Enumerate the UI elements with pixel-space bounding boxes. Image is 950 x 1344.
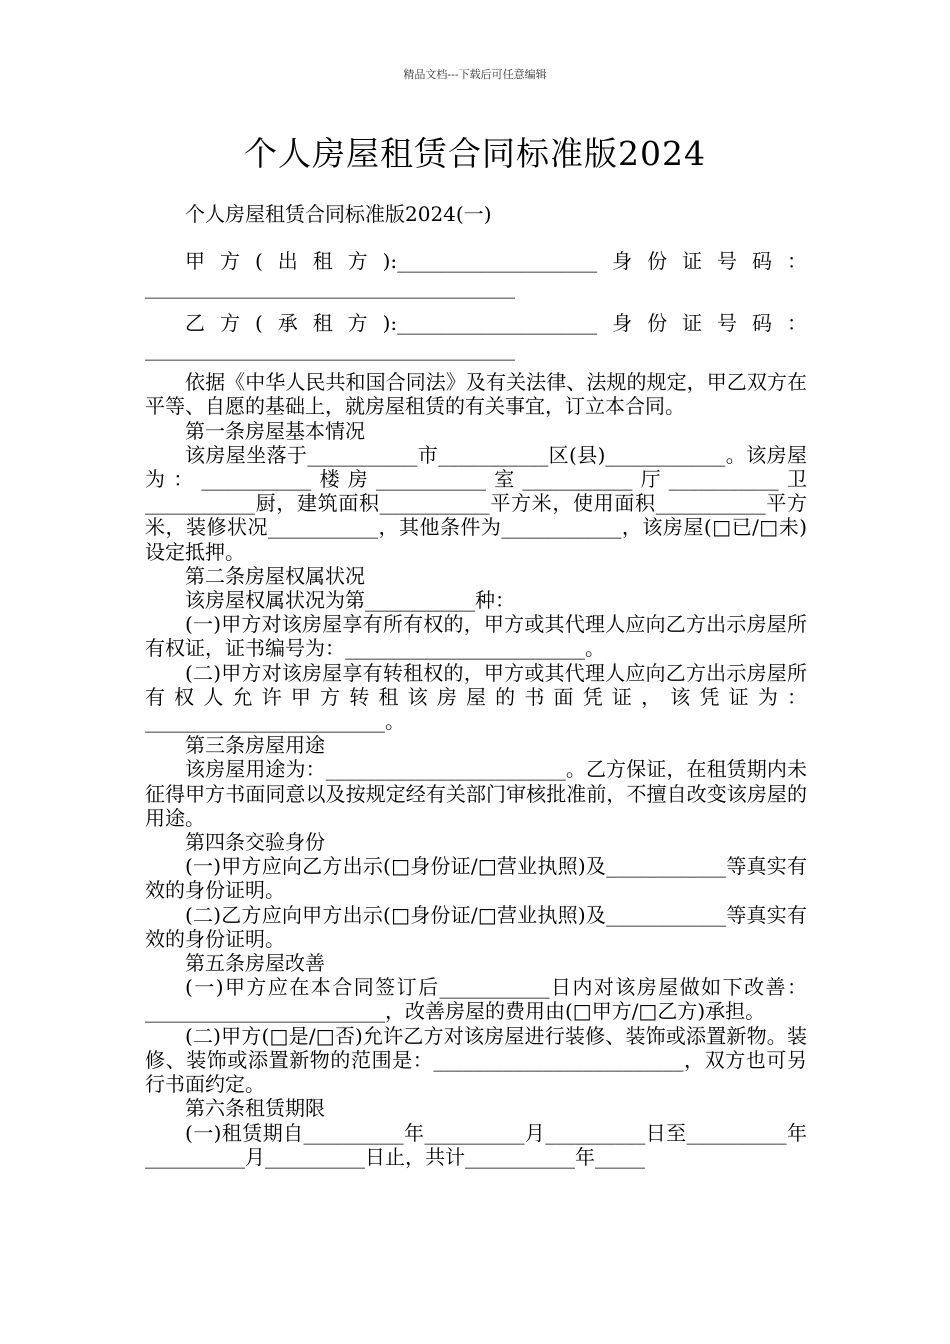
section-heading: 第二条房屋权属状况 bbox=[185, 563, 365, 588]
paragraph: (一)租赁期自__________年__________月__________日至__________年__________月__________日止，共计___________年_____ bbox=[145, 1120, 807, 1169]
paragraph: (二)甲方(□是/□否)允许乙方对该房屋进行装修、装饰或添置新物。装修、装饰或添置新物的范围是：_________________________，双方也可另行书面约定。 bbox=[145, 1023, 807, 1097]
section-heading: 第三条房屋用途 bbox=[185, 733, 325, 758]
paragraph: 该房屋权属状况为第___________种： bbox=[185, 588, 515, 613]
subtitle: 个人房屋租赁合同标准版2024(一) bbox=[185, 202, 492, 226]
paragraph: 该房屋坐落于___________市___________区(县)____________。该房屋为：___________楼房___________室___________厅___________卫___________厨，建筑面积___________平方米，使用面积___________平方米，装修状况___________，其他条件为____________，该房屋(□已/□未)设定抵押。 bbox=[145, 442, 807, 564]
section-heading: 第六条租赁期限 bbox=[185, 1096, 325, 1121]
paragraph: 依据《中华人民共和国合同法》及有关法律、法规的规定，甲乙双方在平等、自愿的基础上，就房屋租赁的有关事宜，订立本合同。 bbox=[145, 370, 807, 419]
paragraph: (二)乙方应向甲方出示(□身份证/□营业执照)及____________等真实有效的身份证明。 bbox=[145, 902, 807, 951]
paragraph: (一)甲方应在本合同签订后___________日内对该房屋做如下改善：________________________，改善房屋的费用由(□甲方/□乙方)承担。 bbox=[145, 975, 807, 1024]
paragraph: (二)甲方对该房屋享有转租权的，甲方或其代理人应向乙方出示房屋所有权人允许甲方转租该房屋的书面凭证，该凭证为：________________________。 bbox=[145, 660, 807, 734]
section-heading: 第一条房屋基本情况 bbox=[185, 418, 365, 443]
party-a-line: 甲方(出租方):____________________身份证号码：_____________________________________ bbox=[145, 249, 807, 300]
section-heading: 第五条房屋改善 bbox=[185, 951, 325, 976]
document-title: 个人房屋租赁合同标准版2024 bbox=[244, 134, 706, 173]
paragraph: 该房屋用途为：________________________。乙方保证，在租赁期内未征得甲方书面同意以及按规定经有关部门审核批准前，不擅自改变该房屋的用途。 bbox=[145, 757, 807, 830]
page-header: 精品文档---下载后可任意编辑 bbox=[403, 68, 547, 81]
document-body bbox=[145, 196, 807, 1169]
paragraph: (一)甲方应向乙方出示(□身份证/□营业执照)及____________等真实有效的身份证明。 bbox=[145, 854, 807, 903]
section-heading: 第四条交验身份 bbox=[185, 830, 325, 855]
paragraph: (一)甲方对该房屋享有所有权的，甲方或其代理人应向乙方出示房屋所有权证，证书编号为：________________________。 bbox=[145, 612, 807, 661]
party-b-line: 乙方(承租方):____________________身份证号码：_____________________________________ bbox=[145, 311, 807, 362]
